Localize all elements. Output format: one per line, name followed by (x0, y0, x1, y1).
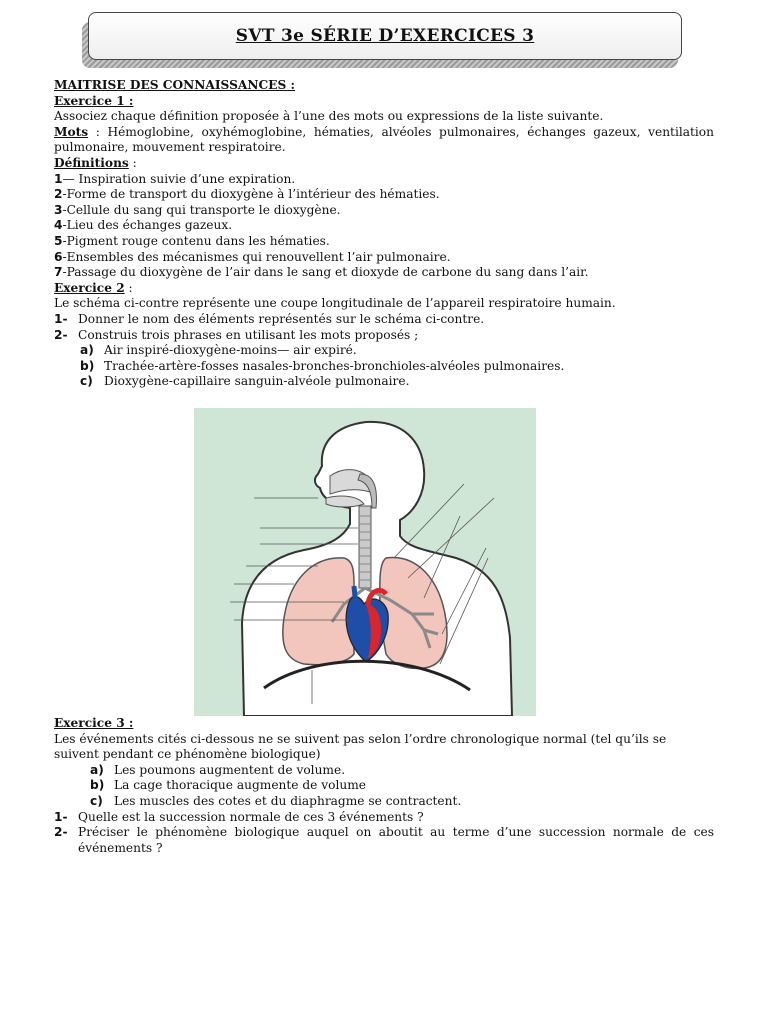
exercise-content (54, 78, 714, 390)
ex1-instruction: Associez chaque définition proposée à l’une des mots ou expressions de la liste suivante. (54, 109, 604, 124)
definition-item (54, 250, 714, 266)
definitions-list (54, 172, 714, 281)
ex2-item-text: Trachée-artère-fosses nasales-bronches-bronchioles-alvéoles pulmonaires. (104, 358, 565, 373)
ex2-question-2: 2- Construis trois phrases en utilisant les mots proposés ; (54, 327, 419, 342)
ex2-item-letter: c) (80, 374, 93, 389)
mots-text: : Hémoglobine, oxyhémoglobine, hématies, alvéoles pulmonaires, échanges gazeux, ventilation pulmonaire, mouvement respiratoire. (54, 124, 714, 155)
ex3-question-text: Quelle est la succession normale de ces 3 événements ? (78, 809, 424, 824)
definition-text: -Lieu des échanges gazeux. (62, 218, 233, 233)
ex3-question-number: 2- (54, 825, 68, 840)
section-title: MAITRISE DES CONNAISSANCES : (54, 78, 296, 92)
definition-item (54, 234, 714, 250)
ex2-item-text: Air inspiré-dioxygène-moins— air expiré. (104, 343, 357, 358)
title-box (88, 12, 682, 60)
mots-label: Mots (54, 124, 89, 139)
ex3-item (54, 794, 714, 810)
ex3-items (54, 763, 714, 810)
definitions-label: Définitions (54, 155, 129, 170)
definition-number: 6 (54, 249, 63, 264)
definition-text: -Passage du dioxygène de l’air dans le sang et dioxyde de carbone du sang dans l’air. (62, 265, 589, 280)
ex3-item (54, 778, 714, 794)
exercise-3 (54, 716, 714, 856)
trachea (359, 506, 371, 588)
ex3-heading: Exercice 3 : (54, 716, 134, 730)
ex2-question-1: 1- Donner le nom des éléments représentés sur le schéma ci-contre. (54, 311, 485, 326)
definition-text: -Pigment rouge contenu dans les hématies. (62, 233, 330, 248)
ex3-question-text: Préciser le phénomène biologique auquel on aboutit au terme d’une succession normale de ces événements ? (78, 825, 714, 855)
ex3-item-letter: a) (90, 762, 104, 777)
vena-cava (354, 586, 356, 608)
ex2-item (54, 359, 714, 375)
ex3-intro: Les événements cités ci-dessous ne se suivent pas selon l’ordre chronologique normal (tel qu’ils se suivent pendant ce phénomène biologique) (54, 731, 667, 762)
page-title: SVT 3e SÉRIE D’EXERCICES 3 (235, 26, 535, 46)
ex3-question-number: 1- (54, 809, 68, 824)
ex2-item (54, 343, 714, 359)
body-silhouette (242, 422, 512, 716)
ex3-item-text: Les poumons augmentent de volume. (114, 762, 346, 777)
definition-number: 2 (54, 187, 63, 202)
definition-number: 5 (54, 233, 63, 248)
ex2-item-letter: b) (80, 358, 95, 373)
definition-number: 1 (54, 171, 63, 186)
respiratory-diagram-svg (194, 408, 536, 716)
respiratory-system-diagram (194, 408, 536, 716)
definition-text: -Cellule du sang qui transporte le dioxygène. (62, 202, 341, 217)
definition-text: -Forme de transport du dioxygène à l’intérieur des hématies. (62, 187, 440, 202)
ex3-item (54, 763, 714, 779)
ex1-mots (54, 125, 714, 156)
ex2-heading: Exercice 2 : (54, 280, 133, 295)
definition-text: -Ensembles des mécanismes qui renouvellent l’air pulmonaire. (62, 249, 451, 264)
ex1-heading: Exercice 1 : (54, 93, 134, 108)
definition-number: 3 (54, 202, 63, 217)
ex3-item-text: La cage thoracique augmente de volume (114, 778, 366, 793)
ex3-question (54, 810, 714, 826)
ex2-item-letter: a) (80, 343, 94, 358)
definition-text: — Inspiration suivie d’une expiration. (62, 171, 296, 186)
ex3-question (54, 825, 714, 856)
ex2-intro: Le schéma ci-contre représente une coupe longitudinale de l’appareil respiratoire humain. (54, 296, 616, 311)
definitions-heading: Définitions : (54, 155, 137, 170)
ex3-item-letter: b) (90, 778, 105, 793)
ex2-item-text: Dioxygène-capillaire sanguin-alvéole pulmonaire. (104, 374, 410, 389)
ex3-item-text: Les muscles des cotes et du diaphragme se contractent. (114, 793, 462, 808)
definition-number: 7 (54, 265, 63, 280)
ex3-questions (54, 810, 714, 857)
definition-item (54, 265, 714, 281)
ex2-item (54, 374, 714, 390)
definition-item (54, 218, 714, 234)
definition-number: 4 (54, 218, 63, 233)
ex2-items (54, 343, 714, 390)
definition-item (54, 203, 714, 219)
definition-item (54, 172, 714, 188)
definition-item (54, 187, 714, 203)
ex3-item-letter: c) (90, 793, 103, 808)
